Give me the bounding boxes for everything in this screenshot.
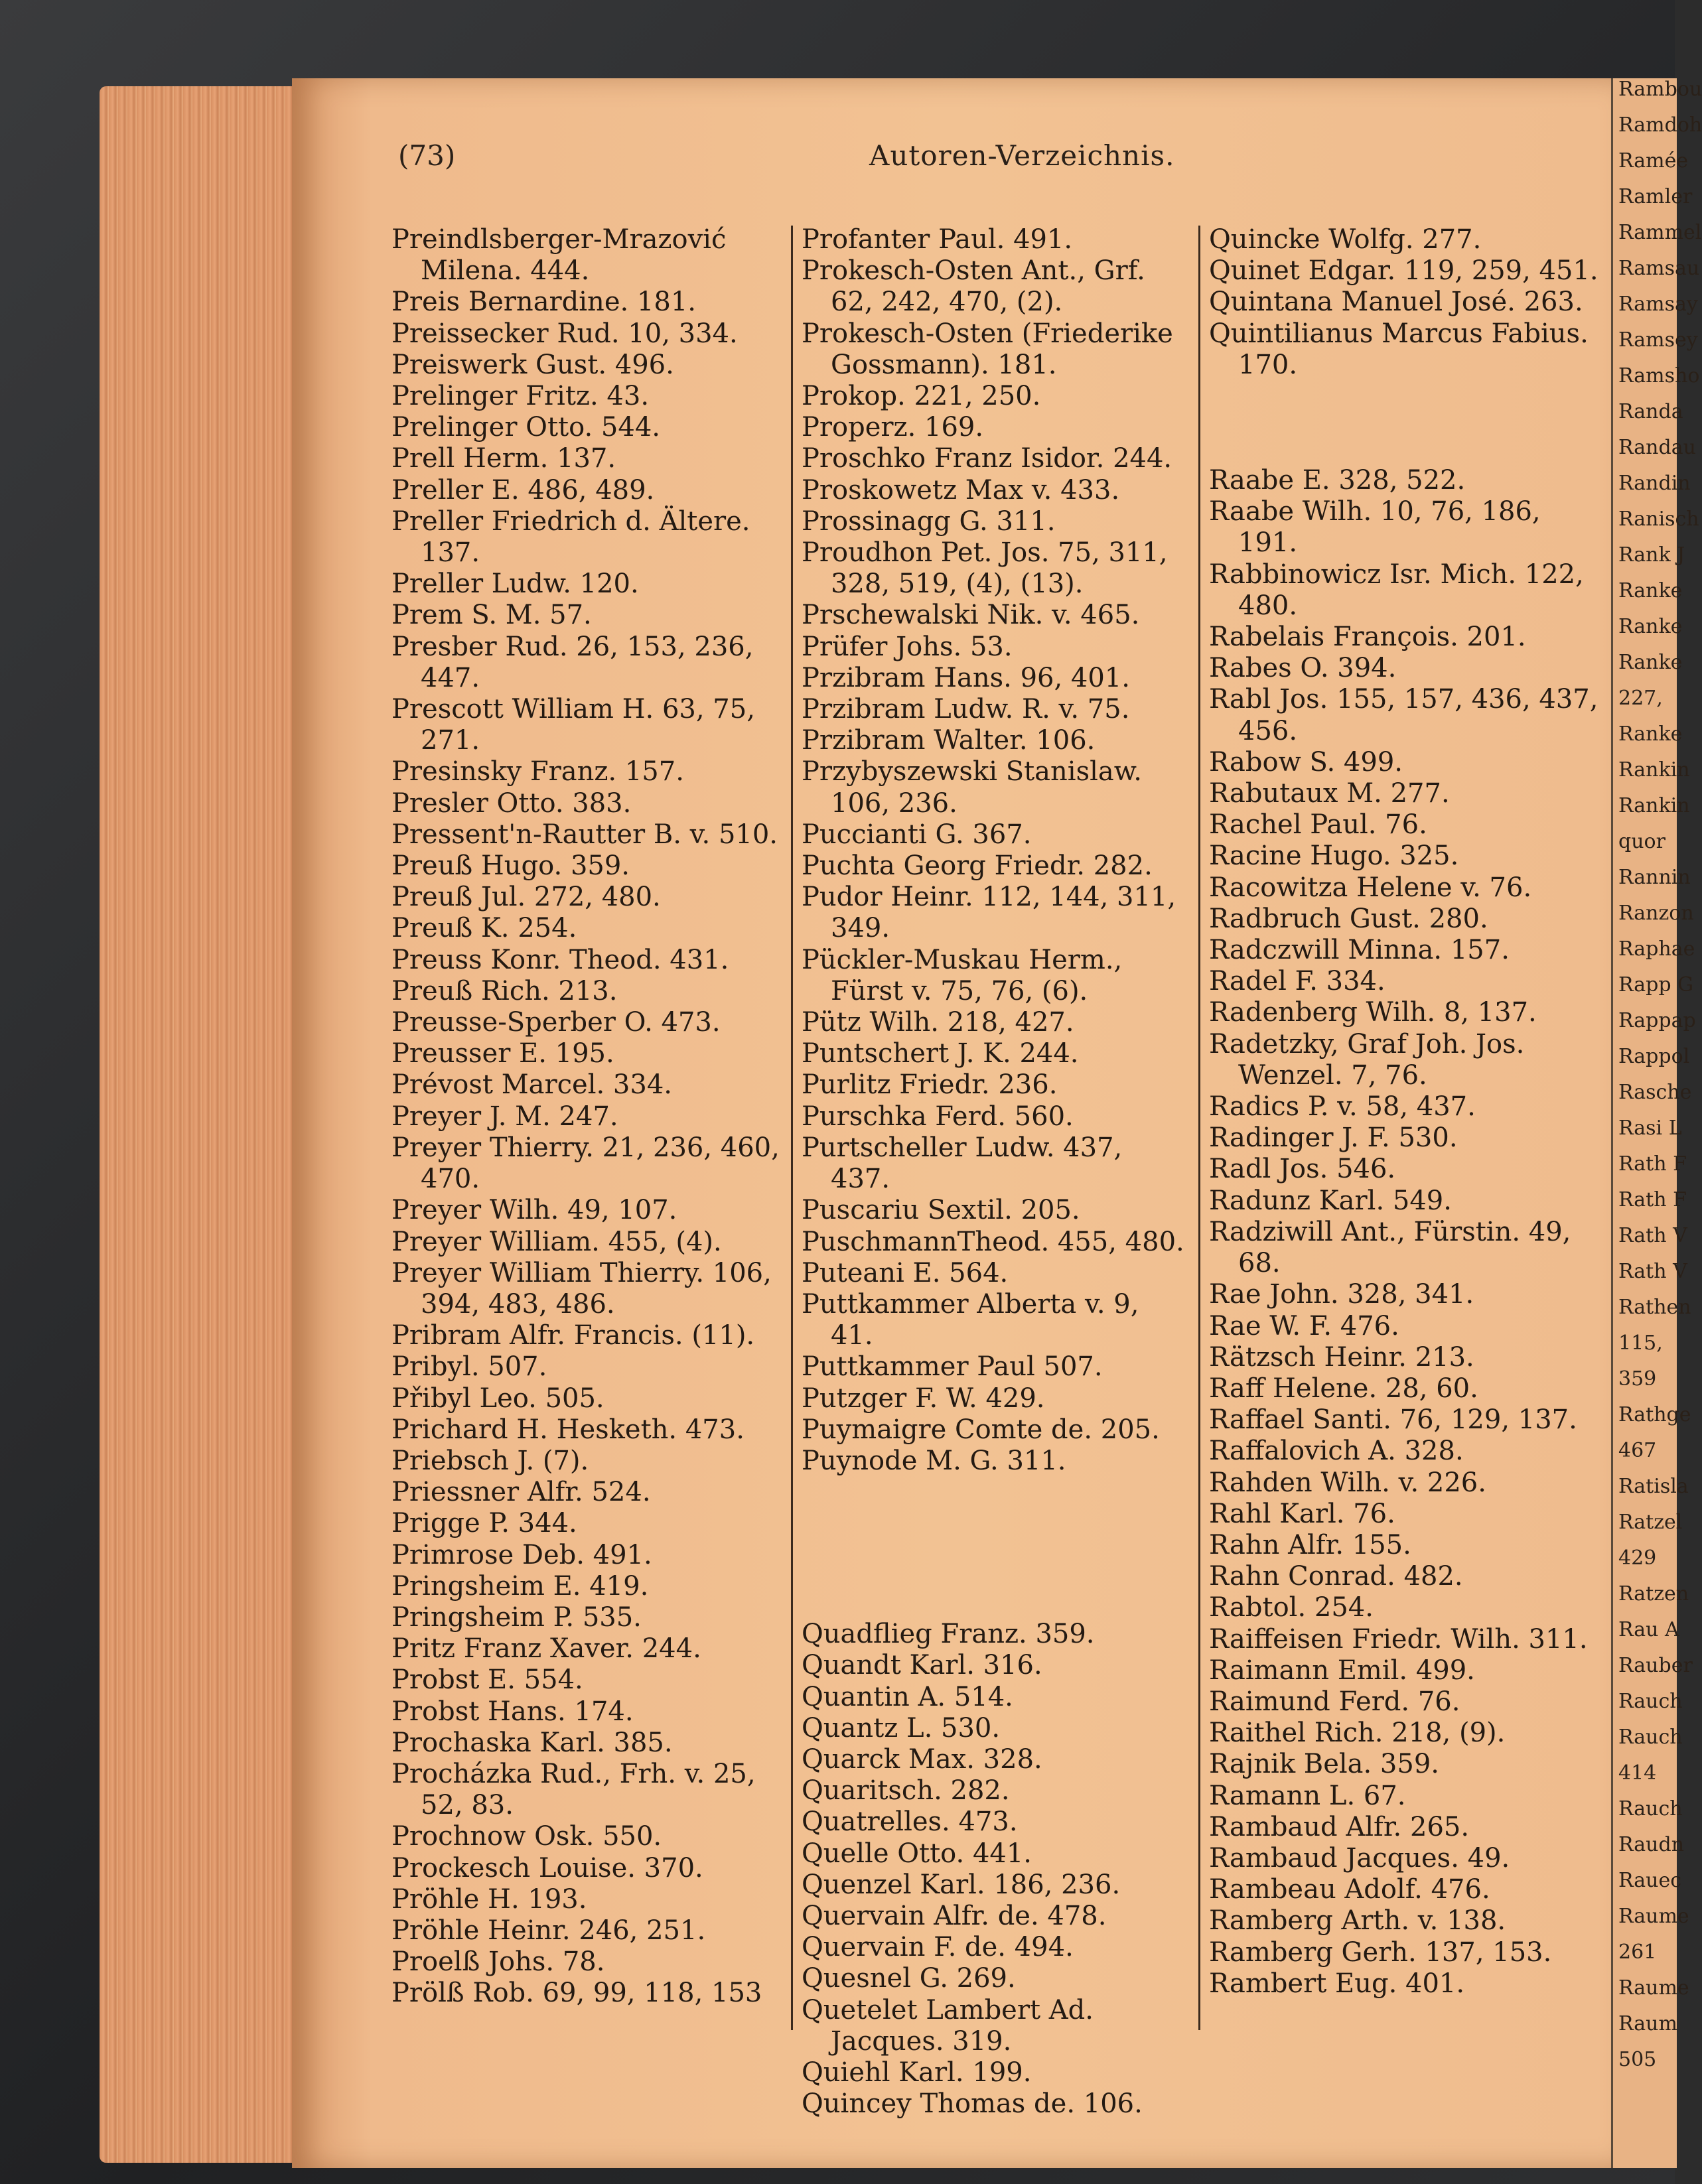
index-entry: Preissecker Rud. 10, 334. <box>391 318 738 349</box>
index-entry: Rambaud Jacques. 49. <box>1209 1842 1510 1874</box>
next-page-fragment: Ranisch <box>1618 508 1699 531</box>
page-number: (73) <box>398 139 456 172</box>
index-entry: Preller E. 486, 489. <box>391 474 655 506</box>
index-entry: Prelinger Fritz. 43. <box>391 381 650 412</box>
index-entry: Prigge P. 344. <box>391 1508 577 1539</box>
index-entry: Prichard H. Hesketh. 473. <box>391 1414 745 1445</box>
index-entry: Proskowetz Max v. 433. <box>802 474 1120 506</box>
index-entry: Pröhle H. 193. <box>391 1883 587 1915</box>
next-page-fragment: Rapp G <box>1618 973 1694 996</box>
next-page-fragment: Ranke <box>1618 722 1683 746</box>
index-entry: Ramann L. 67. <box>1209 1780 1406 1811</box>
next-page-fragment: 261 <box>1618 1941 1657 1964</box>
column-gap <box>802 1561 1186 1592</box>
next-page-fragment: 429 <box>1618 1546 1657 1570</box>
index-entry: Pudor Heinr. 112, 144, 311, 349. <box>802 882 1176 944</box>
index-entry: Preusse-Sperber O. 473. <box>391 1007 721 1038</box>
index-entry: Prochnow Osk. 550. <box>391 1821 662 1852</box>
index-entry: Puccianti G. 367. <box>802 819 1032 850</box>
next-page-fragment: Ranzon <box>1618 902 1694 925</box>
next-page-fragment: Rath F <box>1618 1188 1687 1211</box>
next-page-fragment: Rauch <box>1618 1726 1683 1749</box>
next-page-fragment: quor <box>1618 830 1666 853</box>
index-entry: Purlitz Friedr. 236. <box>802 1069 1058 1101</box>
next-page-fragment: Ratzen <box>1618 1582 1689 1605</box>
index-entry: Rätzsch Heinr. 213. <box>1209 1341 1474 1373</box>
index-entry: Putzger F. W. 429. <box>802 1383 1045 1414</box>
next-page-fragment: Ramsau <box>1618 257 1700 280</box>
index-entry: Rabutaux M. 277. <box>1209 778 1450 809</box>
index-entry: Přibyl Leo. 505. <box>391 1383 604 1414</box>
index-entry: Quadflieg Franz. 359. <box>802 1619 1095 1650</box>
index-entry: Rabbinowicz Isr. Mich. 122, 480. <box>1209 559 1584 621</box>
next-page-fragment: Rathen <box>1618 1296 1691 1319</box>
index-entry: Radbruch Gust. 280. <box>1209 903 1488 934</box>
next-page-fragment: Ramdoh <box>1618 113 1702 137</box>
index-entry: Radunz Karl. 549. <box>1209 1185 1452 1216</box>
index-column-2 <box>802 224 1186 2120</box>
index-entry: Prévost Marcel. 334. <box>391 1069 672 1101</box>
index-entry: Quatrelles. 473. <box>802 1807 1018 1838</box>
next-page-fragment: Ramsey <box>1618 328 1698 352</box>
index-entry: Quenzel Karl. 186, 236. <box>802 1869 1121 1900</box>
index-entry: Quintana Manuel José. 263. <box>1209 287 1583 318</box>
index-entry: Quandt Karl. 316. <box>802 1650 1042 1681</box>
index-entry: Purtscheller Ludw. 437, 437. <box>802 1132 1123 1195</box>
index-entry: Prschewalski Nik. v. 465. <box>802 600 1140 631</box>
next-page-fragment: Ramsho <box>1618 364 1700 387</box>
index-entry: Quaritsch. 282. <box>802 1775 1010 1807</box>
index-column-1 <box>391 224 783 2010</box>
index-entry: Prockesch Louise. 370. <box>391 1852 703 1883</box>
next-page-fragment: Raume <box>1618 1905 1689 1928</box>
index-entry: Raffael Santi. 76, 129, 137. <box>1209 1404 1577 1436</box>
index-entry: Quesnel G. 269. <box>802 1963 1016 1994</box>
index-entry: Puttkammer Paul 507. <box>802 1351 1103 1383</box>
index-entry: Rae John. 328, 341. <box>1209 1279 1474 1310</box>
next-page-fragment: Randa <box>1618 400 1683 423</box>
next-page-fragment: Rath V <box>1618 1260 1687 1283</box>
next-page-fragment: Rathge <box>1618 1403 1691 1426</box>
index-entry: Raffalovich A. 328. <box>1209 1436 1464 1467</box>
next-page-fragment: Ramsay <box>1618 293 1698 316</box>
index-entry: Radziwill Ant., Fürstin. 49, 68. <box>1209 1216 1571 1279</box>
index-entry: Puynode M. G. 311. <box>802 1445 1066 1476</box>
index-entry: Prüfer Johs. 53. <box>802 631 1013 662</box>
index-entry: Preuß Hugo. 359. <box>391 851 630 882</box>
index-entry: Quiehl Karl. 199. <box>802 2057 1032 2088</box>
index-entry: Probst E. 554. <box>391 1665 583 1696</box>
next-page-fragment: Ranke <box>1618 615 1683 638</box>
index-entry: Preindlsberger-Mrazović Milena. 444. <box>391 224 727 287</box>
next-page-fragment: Rauec <box>1618 1869 1682 1892</box>
next-page-fragment: Rath F <box>1618 1152 1687 1176</box>
index-entry: Purschka Ferd. 560. <box>802 1101 1074 1132</box>
index-entry: Preuß K. 254. <box>391 913 577 944</box>
column-gap <box>1209 407 1600 439</box>
next-page-fragment: Raphae <box>1618 937 1695 961</box>
index-entry: Racowitza Helene v. 76. <box>1209 872 1532 903</box>
index-entry: Prell Herm. 137. <box>391 443 616 474</box>
index-entry: Preller Friedrich d. Ältere. 137. <box>391 506 750 569</box>
index-entry: Preuß Rich. 213. <box>391 975 618 1006</box>
index-entry: PuschmannTheod. 455, 480. <box>802 1226 1184 1257</box>
index-entry: Pribyl. 507. <box>391 1351 547 1383</box>
next-page-fragment: Ranke <box>1618 579 1683 602</box>
index-entry: Quervain F. de. 494. <box>802 1932 1074 1963</box>
next-page-fragment: Rath V <box>1618 1224 1687 1247</box>
index-entry: Preyer William Thierry. 106, 394, 483, 486. <box>391 1257 772 1320</box>
index-entry: Quintilianus Marcus Fabius. 170. <box>1209 318 1589 380</box>
next-page-fragment: Rasche <box>1618 1081 1692 1104</box>
index-entry: Prescott William H. 63, 75, 271. <box>391 694 755 756</box>
index-entry: Quarck Max. 328. <box>802 1743 1042 1775</box>
index-entry: Pritz Franz Xaver. 244. <box>391 1633 701 1665</box>
next-page-fragment: Rannin <box>1618 866 1691 889</box>
next-page-fragment: 227, <box>1618 687 1663 710</box>
index-entry: Puymaigre Comte de. 205. <box>802 1414 1160 1445</box>
next-page-fragment: Rappol <box>1618 1045 1690 1068</box>
index-entry: Radl Jos. 546. <box>1209 1154 1396 1185</box>
index-entry: Prölß Rob. 69, 99, 118, 153 <box>391 1978 762 2009</box>
index-entry: Rahl Karl. 76. <box>1209 1498 1395 1529</box>
index-entry: Radel F. 334. <box>1209 966 1385 997</box>
index-entry: Raff Helene. 28, 60. <box>1209 1373 1478 1404</box>
index-entry: Preusser E. 195. <box>391 1038 614 1069</box>
index-entry: Priebsch J. (7). <box>391 1445 589 1476</box>
index-entry: Ramberg Gerh. 137, 153. <box>1209 1937 1552 1968</box>
index-entry: Raabe E. 328, 522. <box>1209 465 1466 496</box>
next-page-fragment: Rank J <box>1618 543 1685 567</box>
index-entry: Puchta Georg Friedr. 282. <box>802 851 1153 882</box>
index-entry: Quervain Alfr. de. 478. <box>802 1900 1107 1931</box>
next-page-fragment: Ratzel <box>1618 1511 1683 1534</box>
index-entry: Puteani E. 564. <box>802 1257 1009 1288</box>
index-entry: Puscariu Sextil. 205. <box>802 1195 1080 1226</box>
index-entry: Profanter Paul. 491. <box>802 224 1073 255</box>
index-entry: Rabl Jos. 155, 157, 436, 437, 456. <box>1209 684 1598 746</box>
index-entry: Preuß Jul. 272, 480. <box>391 882 661 913</box>
index-column-3 <box>1209 224 1600 2000</box>
index-entry: Quantin A. 514. <box>802 1681 1013 1712</box>
page-title: Autoren-Verzeichnis. <box>869 139 1175 172</box>
next-page-fragment: Rauch <box>1618 1797 1683 1820</box>
index-entry: Priessner Alfr. 524. <box>391 1477 651 1508</box>
index-entry: Raimann Emil. 499. <box>1209 1655 1475 1686</box>
index-entry: Rabtol. 254. <box>1209 1592 1374 1623</box>
index-entry: Pringsheim P. 535. <box>391 1602 642 1633</box>
column-divider <box>1198 226 1200 2030</box>
index-entry: Przibram Hans. 96, 401. <box>802 662 1130 693</box>
index-entry: Preyer William. 455, (4). <box>391 1226 722 1257</box>
next-page-fragment: Rappap <box>1618 1009 1696 1032</box>
next-page-fragment: Ramée <box>1618 149 1689 172</box>
next-page-fragment: Rankin <box>1618 794 1690 817</box>
index-entry: Prem S. M. 57. <box>391 600 592 631</box>
index-entry: Przybyszewski Stanislaw. 106, 236. <box>802 756 1142 819</box>
index-entry: Rabes O. 394. <box>1209 653 1397 684</box>
index-entry: Pribram Alfr. Francis. (11). <box>391 1320 755 1351</box>
index-entry: Pröhle Heinr. 246, 251. <box>391 1915 706 1946</box>
index-entry: Puttkammer Alberta v. 9, 41. <box>802 1288 1139 1351</box>
index-entry: Pringsheim E. 419. <box>391 1570 649 1602</box>
next-page-fragment: Raume <box>1618 1976 1689 2000</box>
index-entry: Pückler-Muskau Herm., Fürst v. 75, 76, (6). <box>802 944 1123 1006</box>
index-entry: Presber Rud. 26, 153, 236, 447. <box>391 631 754 693</box>
next-page-fragment: Rauch <box>1618 1690 1683 1713</box>
index-entry: Prochaska Karl. 385. <box>391 1727 673 1758</box>
next-page-fragment: Rauber <box>1618 1654 1693 1677</box>
column-divider <box>791 226 793 2030</box>
index-entry: Radczwill Minna. 157. <box>1209 935 1510 966</box>
index-entry: Rajnik Bela. 359. <box>1209 1749 1439 1780</box>
index-entry: Procházka Rud., Frh. v. 25, 52, 83. <box>391 1758 756 1821</box>
index-entry: Radetzky, Graf Joh. Jos. Wenzel. 7, 76. <box>1209 1028 1525 1091</box>
index-entry: Prokop. 221, 250. <box>802 381 1041 412</box>
index-entry: Rabelais François. 201. <box>1209 622 1526 653</box>
next-page-fragment: Rambou <box>1618 78 1702 101</box>
index-entry: Raimund Ferd. 76. <box>1209 1686 1460 1717</box>
index-entry: Pütz Wilh. 218, 427. <box>802 1007 1074 1038</box>
index-entry: Raithel Rich. 218, (9). <box>1209 1718 1506 1749</box>
index-entry: Rambeau Adolf. 476. <box>1209 1874 1490 1905</box>
index-entry: Prokesch-Osten Ant., Grf. 62, 242, 470, (2). <box>802 255 1145 318</box>
index-entry: Radinger J. F. 530. <box>1209 1123 1458 1154</box>
next-page-fragment: Rau A <box>1618 1618 1679 1641</box>
next-page-fragment: Rankin <box>1618 758 1690 782</box>
index-entry: Prossinagg G. 311. <box>802 506 1056 537</box>
next-page-fragment: Ranke <box>1618 651 1683 674</box>
index-entry: Quinet Edgar. 119, 259, 451. <box>1209 255 1598 287</box>
next-page-fragment: Rasi L <box>1618 1117 1682 1140</box>
index-entry: Preyer Wilh. 49, 107. <box>391 1195 677 1226</box>
index-entry: Rachel Paul. 76. <box>1209 809 1427 841</box>
index-entry: Rambaud Alfr. 265. <box>1209 1811 1470 1842</box>
index-entry: Proelß Johs. 78. <box>391 1946 605 1978</box>
index-entry: Rahn Alfr. 155. <box>1209 1529 1411 1560</box>
next-page-fragment: Raum <box>1618 2012 1677 2035</box>
next-page-fragment: Raudn <box>1618 1833 1685 1856</box>
index-entry: Rambert Eug. 401. <box>1209 1968 1465 1999</box>
next-page-fragment: 359 <box>1618 1367 1657 1391</box>
index-entry: Rabow S. 499. <box>1209 746 1403 778</box>
next-page-fragment: Ramler <box>1618 185 1693 208</box>
index-entry: Proschko Franz Isidor. 244. <box>802 443 1172 474</box>
next-page-fragment: 115, <box>1618 1331 1663 1355</box>
index-entry: Quantz L. 530. <box>802 1712 1001 1743</box>
index-entry: Puntschert J. K. 244. <box>802 1038 1079 1069</box>
index-entry: Przibram Walter. 106. <box>802 725 1096 756</box>
index-entry: Raiffeisen Friedr. Wilh. 311. <box>1209 1623 1588 1655</box>
next-page-edge <box>1611 78 1702 2168</box>
index-entry: Ramberg Arth. v. 138. <box>1209 1905 1506 1937</box>
index-entry: Quetelet Lambert Ad. Jacques. 319. <box>802 1994 1094 2057</box>
index-entry: Probst Hans. 174. <box>391 1696 634 1727</box>
index-entry: Przibram Ludw. R. v. 75. <box>802 694 1130 725</box>
index-entry: Preis Bernardine. 181. <box>391 287 696 318</box>
index-entry: Quincey Thomas de. 106. <box>802 2088 1143 2120</box>
index-entry: Radenberg Wilh. 8, 137. <box>1209 997 1537 1028</box>
index-entry: Radics P. v. 58, 437. <box>1209 1091 1476 1123</box>
index-entry: Preyer J. M. 247. <box>391 1101 618 1132</box>
index-entry: Prokesch-Osten (Friederike Gossmann). 181. <box>802 318 1173 380</box>
index-entry: Rahn Conrad. 482. <box>1209 1561 1463 1592</box>
next-page-fragment: Randau <box>1618 436 1696 459</box>
index-entry: Properz. 169. <box>802 412 984 443</box>
next-page-fragment: Randin <box>1618 472 1691 495</box>
index-entry: Quincke Wolfg. 277. <box>1209 224 1482 255</box>
next-page-fragment: 414 <box>1618 1761 1657 1785</box>
next-page-fragment: Rammel <box>1618 221 1702 244</box>
index-entry: Racine Hugo. 325. <box>1209 841 1459 872</box>
index-entry: Presinsky Franz. 157. <box>391 756 684 787</box>
column-gap <box>802 1503 1186 1535</box>
index-entry: Preyer Thierry. 21, 236, 460, 470. <box>391 1132 780 1195</box>
index-entry: Quelle Otto. 441. <box>802 1838 1032 1869</box>
index-entry: Pressent'n-Rautter B. v. 510. <box>391 819 778 850</box>
index-entry: Preuss Konr. Theod. 431. <box>391 944 729 975</box>
index-entry: Rae W. F. 476. <box>1209 1310 1399 1341</box>
index-entry: Raabe Wilh. 10, 76, 186, 191. <box>1209 496 1541 559</box>
index-entry: Proudhon Pet. Jos. 75, 311, 328, 519, (4), (13). <box>802 537 1168 600</box>
index-entry: Presler Otto. 383. <box>391 787 632 819</box>
index-entry: Preiswerk Gust. 496. <box>391 349 674 380</box>
page-edges <box>100 86 305 2163</box>
next-page-fragment: 505 <box>1618 2048 1657 2071</box>
index-entry: Primrose Deb. 491. <box>391 1539 652 1570</box>
index-entry: Prelinger Otto. 544. <box>391 412 660 443</box>
next-page-fragment: 467 <box>1618 1439 1657 1462</box>
index-entry: Preller Ludw. 120. <box>391 569 639 600</box>
index-entry: Rahden Wilh. v. 226. <box>1209 1467 1486 1498</box>
next-page-fragment: Ratisla <box>1618 1475 1689 1498</box>
